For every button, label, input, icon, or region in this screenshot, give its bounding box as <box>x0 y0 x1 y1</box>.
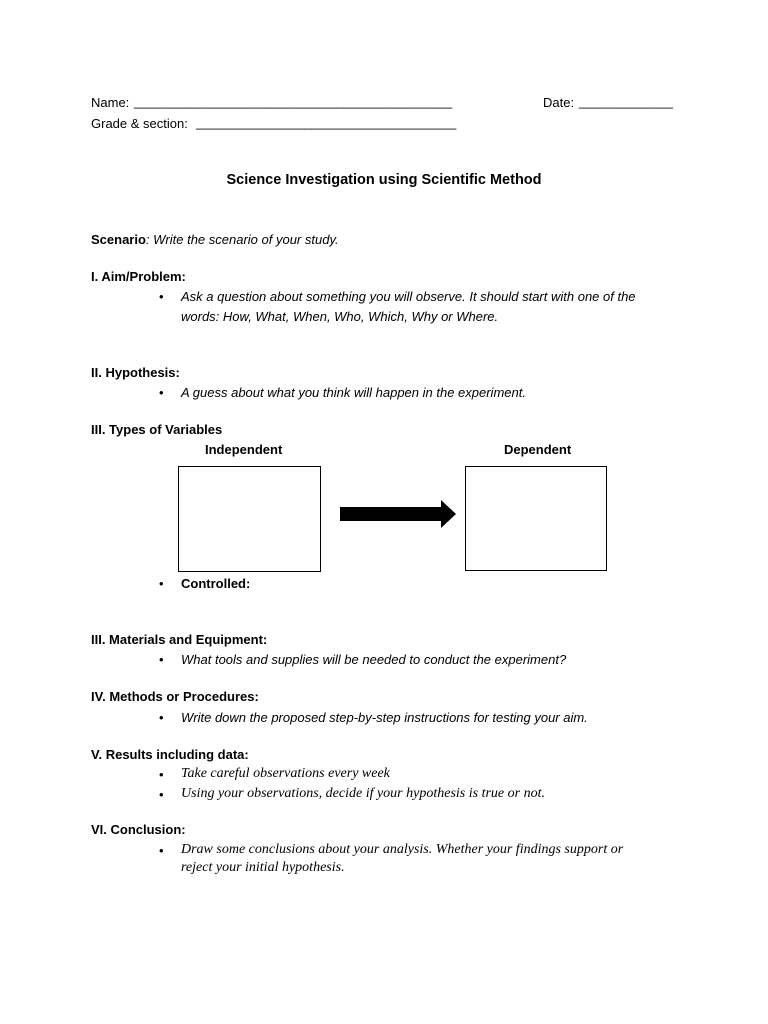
hypothesis-bullet: A guess about what you think will happen in the experiment. <box>181 385 526 400</box>
results-bullet1: Take careful observations every week <box>181 766 390 781</box>
bullet-icon: • <box>159 710 164 725</box>
bullet-icon: • <box>159 787 164 802</box>
dependent-variable-box[interactable] <box>465 466 607 571</box>
aim-heading: I. Aim/Problem: <box>91 269 186 284</box>
variables-heading: III. Types of Variables <box>91 422 223 437</box>
grade-line: ____________________________________ <box>196 115 457 130</box>
bullet-icon: • <box>159 289 164 304</box>
hypothesis-heading: II. Hypothesis: <box>91 365 180 380</box>
conclusion-heading: VI. Conclusion: <box>91 822 186 837</box>
scenario-label: Scenario <box>91 232 146 247</box>
scenario-text: : Write the scenario of your study. <box>145 232 339 247</box>
bullet-icon: • <box>159 767 164 782</box>
right-arrow-icon <box>340 500 458 528</box>
bullet-icon: • <box>159 576 164 591</box>
date-line: _____________ <box>579 94 673 109</box>
aim-bullet-line2: words: How, What, When, Who, Which, Why or Where. <box>181 309 499 324</box>
controlled-label: Controlled: <box>181 576 251 591</box>
materials-heading: III. Materials and Equipment: <box>91 632 268 647</box>
results-bullet2: Using your observations, decide if your hypothesis is true or not. <box>181 786 545 801</box>
results-heading: V. Results including data: <box>91 747 249 762</box>
bullet-icon: • <box>159 652 164 667</box>
bullet-icon: • <box>159 385 164 400</box>
independent-label: Independent <box>205 442 283 457</box>
independent-variable-box[interactable] <box>178 466 321 572</box>
conclusion-bullet-line1: Draw some conclusions about your analysis. Whether your findings support or <box>181 842 624 857</box>
dependent-label: Dependent <box>504 442 572 457</box>
aim-bullet-line1: Ask a question about something you will observe. It should start with one of the <box>181 289 636 304</box>
name-line: ____________________________________________ <box>134 94 453 109</box>
methods-bullet: Write down the proposed step-by-step instructions for testing your aim. <box>181 710 588 725</box>
page-title: Science Investigation using Scientific Method <box>226 172 542 188</box>
grade-label: Grade & section: <box>91 116 188 131</box>
bullet-icon: • <box>159 843 164 858</box>
methods-heading: IV. Methods or Procedures: <box>91 689 259 704</box>
materials-bullet: What tools and supplies will be needed to conduct the experiment? <box>181 652 567 667</box>
name-label: Name: <box>91 95 130 110</box>
scenario-line <box>91 232 339 248</box>
conclusion-bullet-line2: reject your initial hypothesis. <box>181 860 345 875</box>
date-label: Date: <box>543 95 575 110</box>
